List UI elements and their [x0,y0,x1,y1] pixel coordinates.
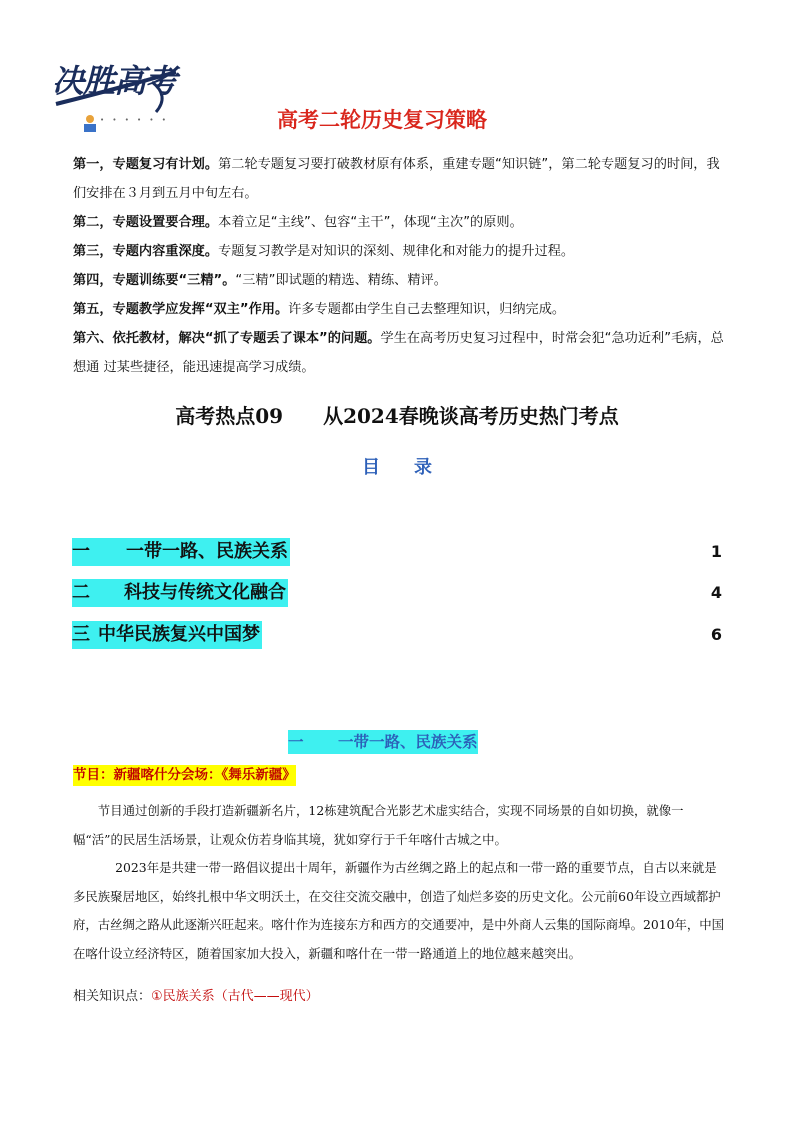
toc-item[interactable] [72,621,722,649]
topic-name: 从2024春晚谈高考历史热门考点 [323,404,619,428]
student-figure-icon [80,114,100,134]
toc-item[interactable] [72,538,722,566]
toc-item-number: 一 [72,541,90,562]
related-value: ①民族关系（古代——现代） [151,989,319,1004]
strategy-item: 第二，专题设置要合理。本着立足“主线”、包容“主干”，体现“主次”的原则。 [73,215,523,230]
toc-title: 目录 [362,457,466,478]
page-title: 高考二轮历史复习策略 [277,108,487,132]
logo-dots: • • • • • • [100,116,169,124]
program-title: 节目：新疆喀什分会场：《舞乐新疆》 [73,765,296,786]
strategy-item: 第三，专题内容重深度。专题复习教学是对知识的深刻、规律化和对能力的提升过程。 [73,244,575,259]
section-heading: 一 一带一路、民族关系 [288,730,478,754]
strategy-item: 第五，专题教学应发挥“双主”作用。许多专题都由学生自己去整理知识，归纳完成。 [73,302,566,317]
topic-label: 高考热点09 [175,404,284,428]
toc-item-label: 科技与传统文化融合 [124,582,286,603]
strategy-list [73,150,725,382]
strategy-item: 第六、依托教材，解决“抓了专题丢了课本”的问题。学生在高考历史复习过程中，时常会犯“急功近利”毛病，总想通 过某些捷径，能迅速提高学习成绩。 [73,331,724,375]
toc-item-page: 6 [710,625,722,644]
topic-title [0,400,794,429]
brand-logo [52,52,188,136]
related-knowledge [73,985,319,1004]
toc-item-number: 二 [72,582,90,603]
section-body [73,797,725,968]
toc-item-label: 一带一路、民族关系 [126,541,288,562]
toc-item-number: 三 [72,624,90,645]
strategy-item: 第四，专题训练要“三精”。“三精”即试题的精选、精练、精评。 [73,273,447,288]
logo-text: 决胜高考 [52,62,177,100]
body-paragraph: 节目通过创新的手段打造新疆新名片，12栋建筑配合光影艺术虚实结合，实现不同场景的自如切换，就像一幅“活”的民居生活场景，让观众仿若身临其境，犹如穿行于千年喀什古城之中。 [73,803,684,847]
toc-item-page: 1 [710,542,722,561]
toc-item-label: 中华民族复兴中国梦 [98,624,260,645]
body-paragraph: 2023年是共建一带一路倡议提出十周年，新疆作为古丝绸之路上的起点和一带一路的重要节点，自古以来就是多民族聚居地区，始终扎根中华文明沃土，在交往交流交融中，创造了灿烂多姿的历史文化。公元前60年设立西域都护府，古丝绸之路从此逐渐兴旺起来。喀什作为连接东方和西方的交通要冲，是中外商人云集的国际商埠。2010年，中国在喀什设立经济特区，随着国家加大投入，新疆和喀什在一带一路通道上的地位越来越突出。 [73,860,725,961]
toc-item-page: 4 [710,583,722,602]
strategy-item: 第一，专题复习有计划。第二轮专题复习要打破教材原有体系，重建专题“知识链”，第二轮专题复习的时间，我们安排在３月到五月中旬左右。 [73,157,720,201]
related-label: 相关知识点： [73,989,152,1004]
toc-item[interactable] [72,579,722,607]
